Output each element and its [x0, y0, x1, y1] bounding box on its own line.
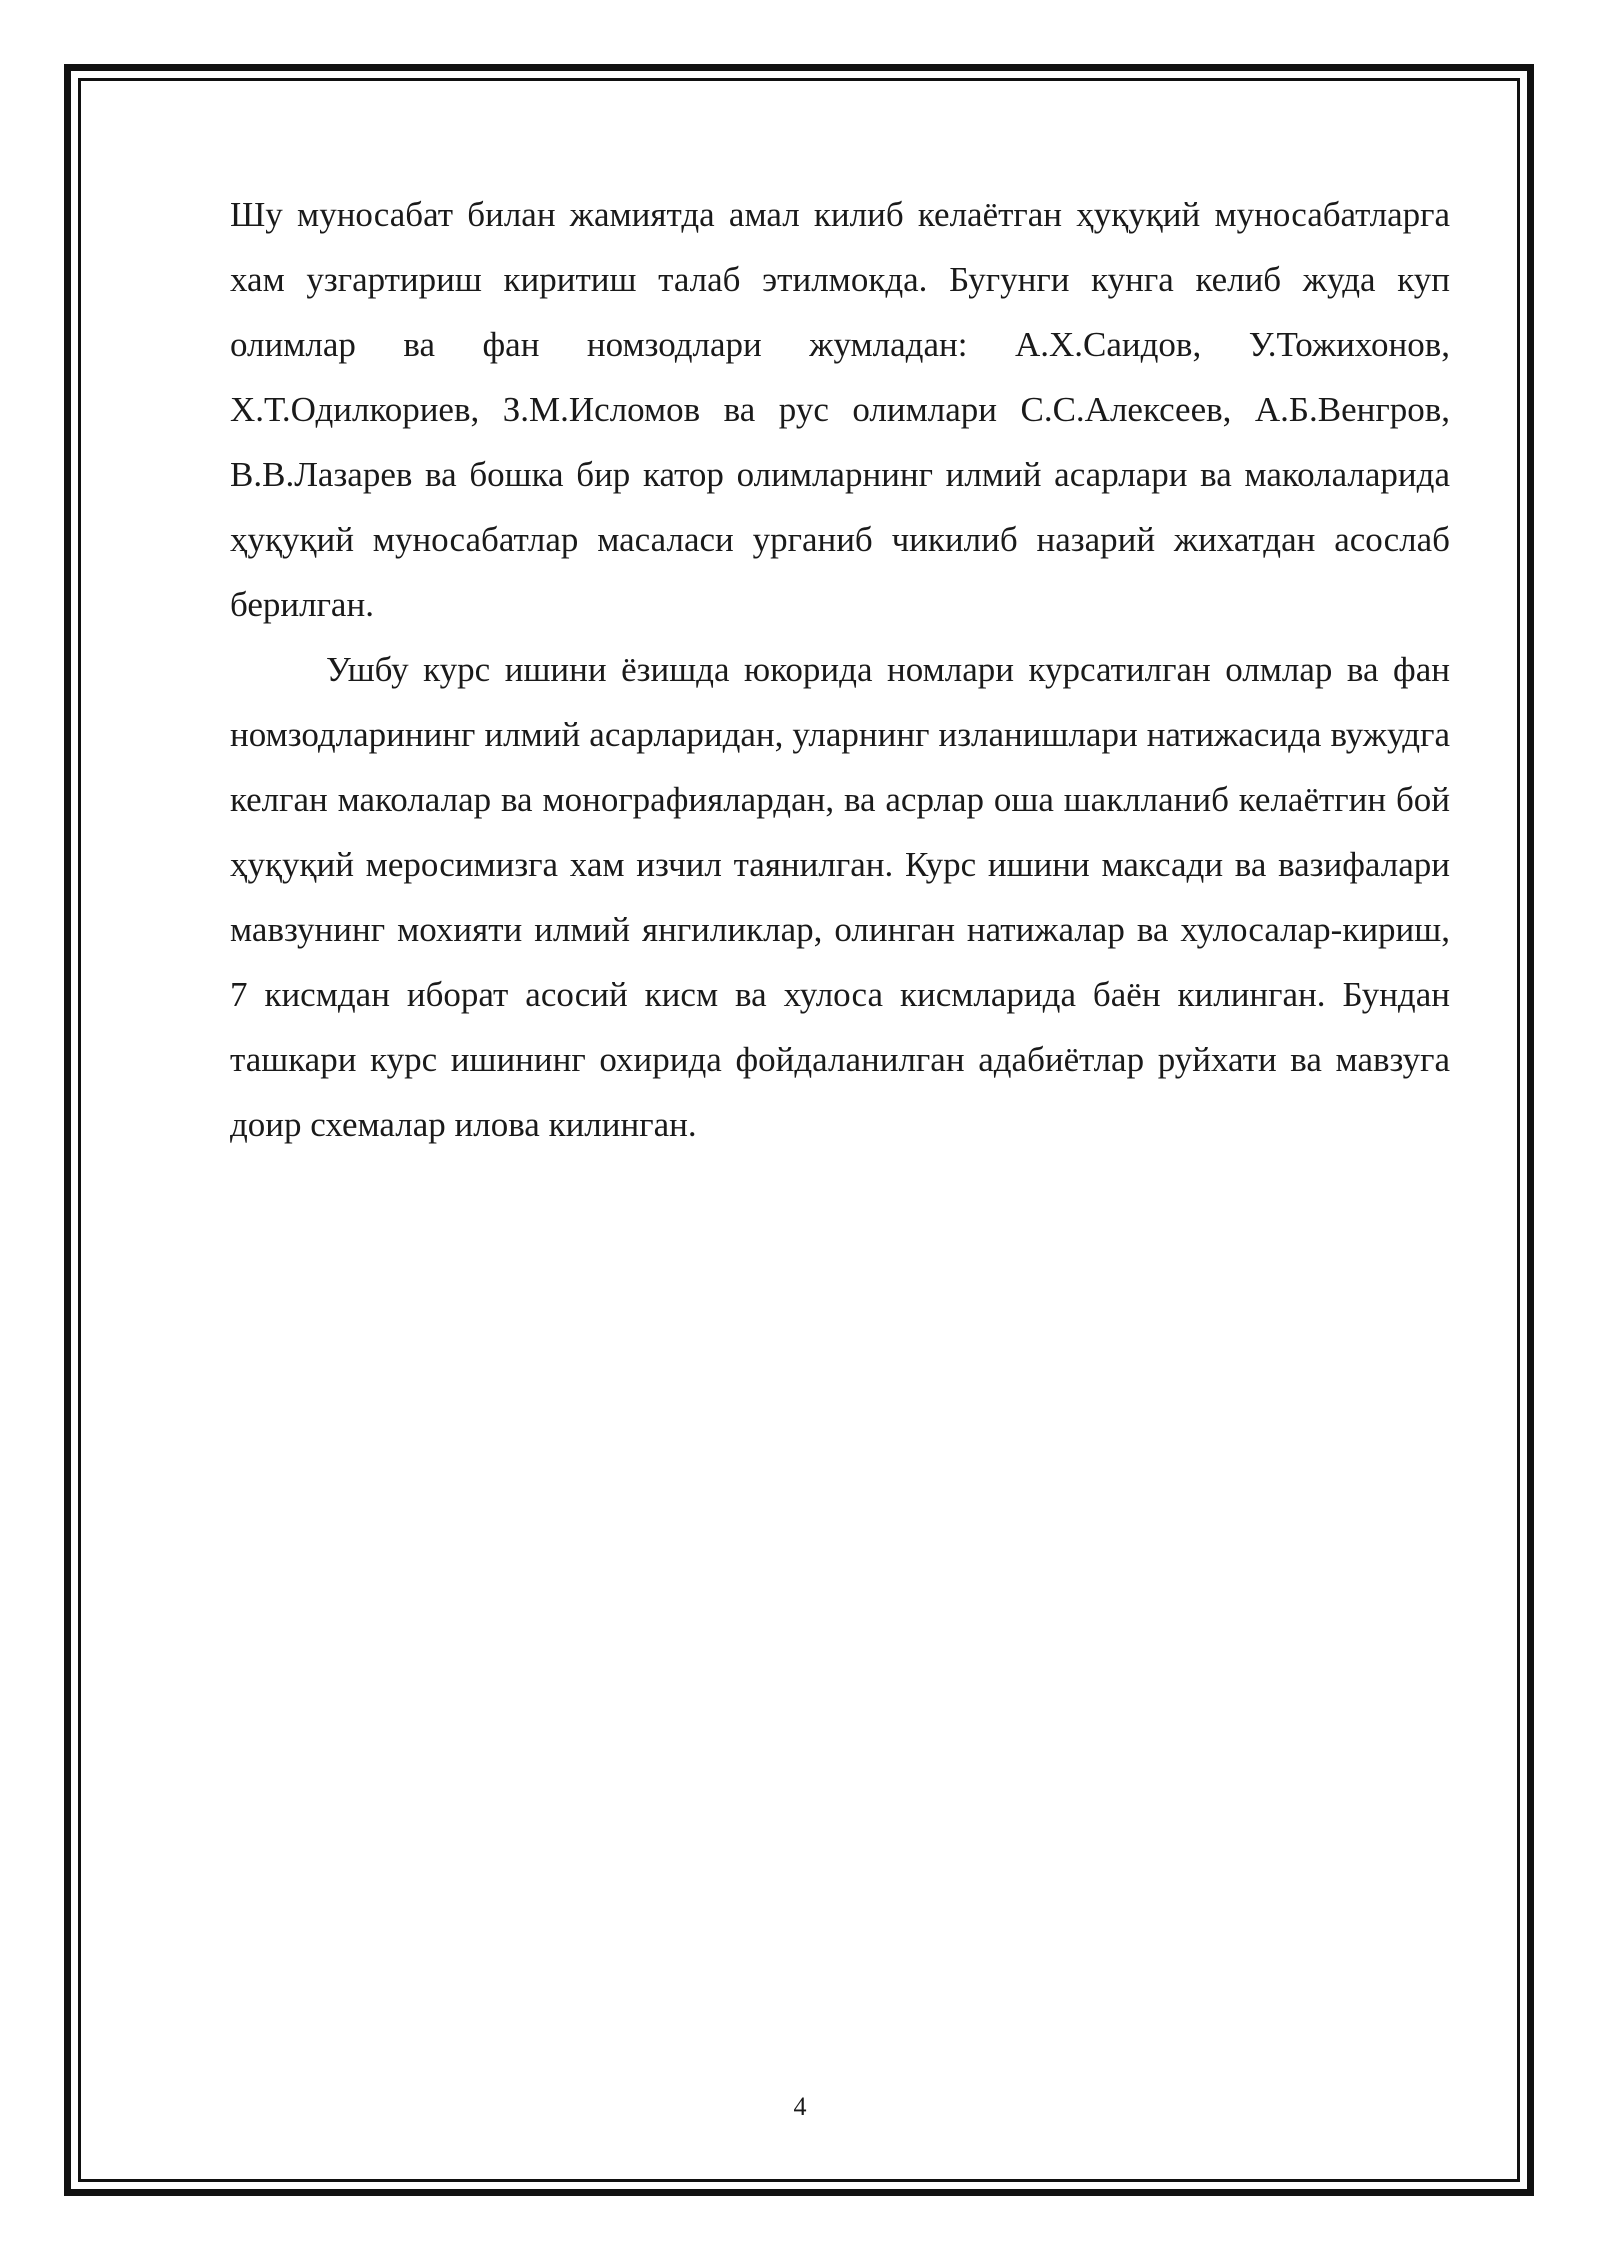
document-body	[230, 182, 1450, 1157]
page-number: 4	[793, 2092, 807, 2121]
paragraph-1: Шу муносабат билан жамиятда амал килиб келаётган ҳуқуқий муносабатларга хам узгартириш киритиш талаб этилмокда. Бугунги кунга келиб жуда куп олимлар ва фан номзодлари жумладан: А.Х.Саидов, У.Тожихонов, Х.Т.Одилкориев, З.М.Исломов ва рус олимлари С.С.Алексеев, А.Б.Венгров, В.В.Лазарев ва бошка бир катор олимларнинг илмий асарлари ва маколаларида ҳуқуқий муносабатлар масаласи урганиб чикилиб назарий жихатдан асослаб берилган.	[230, 195, 1450, 624]
paragraph-2: Ушбу курс ишини ёзишда юкорида номлари курсатилган олмлар ва фан номзодларининг илмий асарларидан, уларнинг изланишлари натижасида вужудга келган маколалар ва монографиялардан, ва асрлар оша шаклланиб келаётгин бой ҳуқуқий меросимизга хам изчил таянилган. Курс ишини максади ва вазифалари мавзунинг мохияти илмий янгиликлар, олинган натижалар ва хулосалар-кириш, 7 кисмдан иборат асосий кисм ва хулоса кисмларида баён килинган. Бундан ташкари курс ишининг охирида фойдаланилган адабиётлар руйхати ва мавзуга доир схемалар илова килинган.	[230, 650, 1450, 1144]
